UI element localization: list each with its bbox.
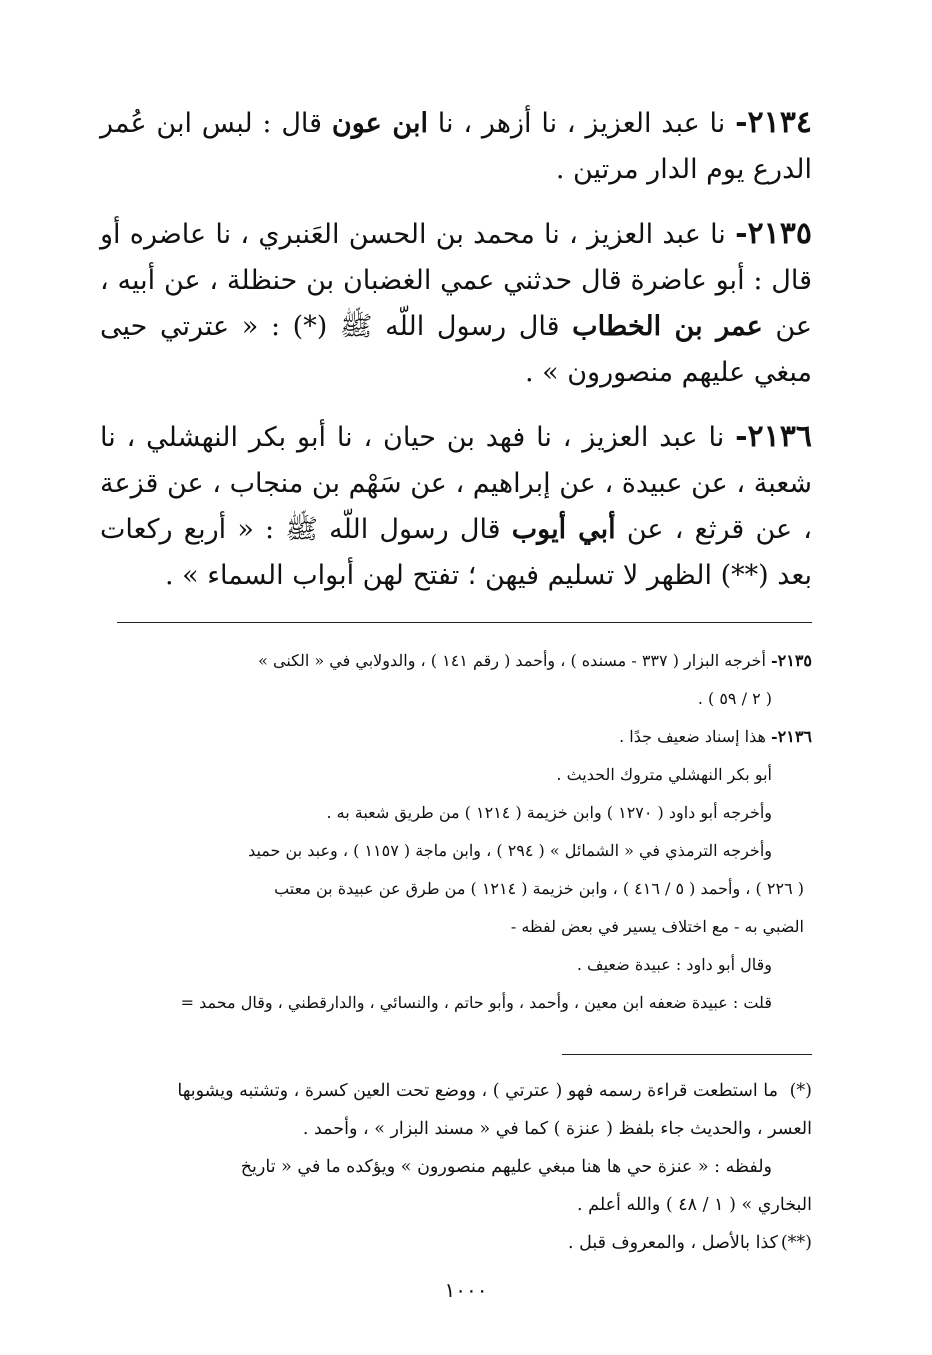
hadith-text: نا عبد العزيز ، نا أزهر ، نا	[427, 108, 736, 139]
note-line: وأخرجه الترمذي في « الشمائل » ( ٢٩٤ ) ، وابن ماجة ( ١١٥٧ ) ، وعبد بن حميد	[248, 841, 772, 860]
takhrij-notes	[117, 642, 812, 1022]
footnote-text: كذا بالأصل ، والمعروف قبل .	[567, 1233, 778, 1253]
footnote-line	[117, 1224, 812, 1262]
note-line	[117, 642, 812, 680]
note-text: هذا إسناد ضعيف جدًا .	[619, 727, 771, 746]
hadith-number: ٢١٣٥-	[735, 216, 812, 251]
narrator-bold: أبي أيوب	[511, 514, 616, 545]
hadith-number: ٢١٣٦-	[735, 419, 812, 454]
footnote-marker: (**)	[780, 1233, 812, 1253]
footnote-line: البخاري » ( ١ / ٤٨ ) والله أعلم .	[577, 1195, 812, 1215]
note-number: ٢١٣٦-	[770, 727, 812, 746]
note-line: الضبي به - مع اختلاف يسير في بعض لفظه -	[510, 917, 804, 936]
note-line	[117, 718, 812, 756]
note-line: وقال أبو داود : عبيدة ضعيف .	[576, 955, 772, 974]
footnote-text: ما استطعت قراءة رسمه فهو ( عترتي ) ، ووضع تحت العين كسرة ، وتشتبه ويشوبها	[177, 1081, 778, 1101]
hadith-text: قال رسول اللّه ﷺ : « أربع ركعات بعد (**) الظهر لا تسليم فيهن ؛ تفتح لهن أبواب السماء » .	[100, 514, 812, 591]
hadith-text: نا عبد العزيز ، نا فهد بن حيان ، نا أبو بكر النهشلي ، نا شعبة ، عن عبيدة ، عن إبراهيم ، عن سَهْم بن منجاب ، عن قزعة ، عن قرثع ، عن	[100, 422, 813, 545]
note-text: أخرجه البزار ( ٣٣٧ - مسنده ) ، وأحمد ( رقم ١٤١ ) ، والدولابي في « الكنى »	[258, 651, 771, 670]
footnotes	[117, 1072, 812, 1262]
hadith-2135	[100, 211, 812, 396]
hadith-text: نا عبد العزيز ، نا محمد بن الحسن العَنبري ، نا عاضره أو قال : أبو عاضرة قال حدثني عمي الغضبان بن حنظلة ، عن أبيه ، عن	[100, 219, 813, 342]
footnote-line: العسر ، والحديث جاء بلفظ ( عنزة ) كما في « مسند البزار » ، وأحمد .	[302, 1119, 812, 1139]
note-line: ( ٢٢٦ ) ، وأحمد ( ٥ / ٤١٦ ) ، وابن خزيمة ( ١٢١٤ ) من طرق عن عبيدة بن معتب	[274, 879, 804, 898]
footnotes-divider	[562, 1054, 812, 1055]
footnote-marker: (*)	[789, 1081, 812, 1101]
hadith-2136	[100, 414, 812, 599]
note-line: ( ٢ / ٥٩ ) .	[697, 689, 772, 708]
hadith-text: قال : لبس ابن عُمر الدرع يوم الدار مرتين .	[100, 108, 812, 185]
narrator-bold: عمر بن الخطاب	[572, 311, 763, 342]
hadith-2134	[100, 100, 812, 193]
footnote-line	[117, 1072, 812, 1110]
narrator-bold: ابن عون	[331, 108, 428, 139]
main-text	[100, 100, 812, 617]
note-line: أبو بكر النهشلي متروك الحديث .	[556, 765, 772, 784]
note-line: وأخرجه أبو داود ( ١٢٧٠ ) وابن خزيمة ( ١٢١٤ ) من طريق شعبة به .	[326, 803, 772, 822]
note-line: قلت : عبيدة ضعفه ابن معين ، وأحمد ، وأبو حاتم ، والنسائي ، والدارقطني ، وقال محمد =	[180, 993, 772, 1012]
footnote-line: ولفظه : « عنزة حي ها هنا مبغي عليهم منصورون » ويؤكده ما في « تاريخ	[240, 1157, 772, 1177]
hadith-number: ٢١٣٤-	[735, 105, 812, 140]
note-number: ٢١٣٥-	[770, 651, 812, 670]
page-number: ١٠٠٠	[444, 1278, 488, 1302]
hadith-text: قال رسول اللّه ﷺ (*) : « عترتي حيى مبغي عليهم منصورون » .	[100, 311, 812, 388]
notes-divider	[117, 622, 812, 623]
